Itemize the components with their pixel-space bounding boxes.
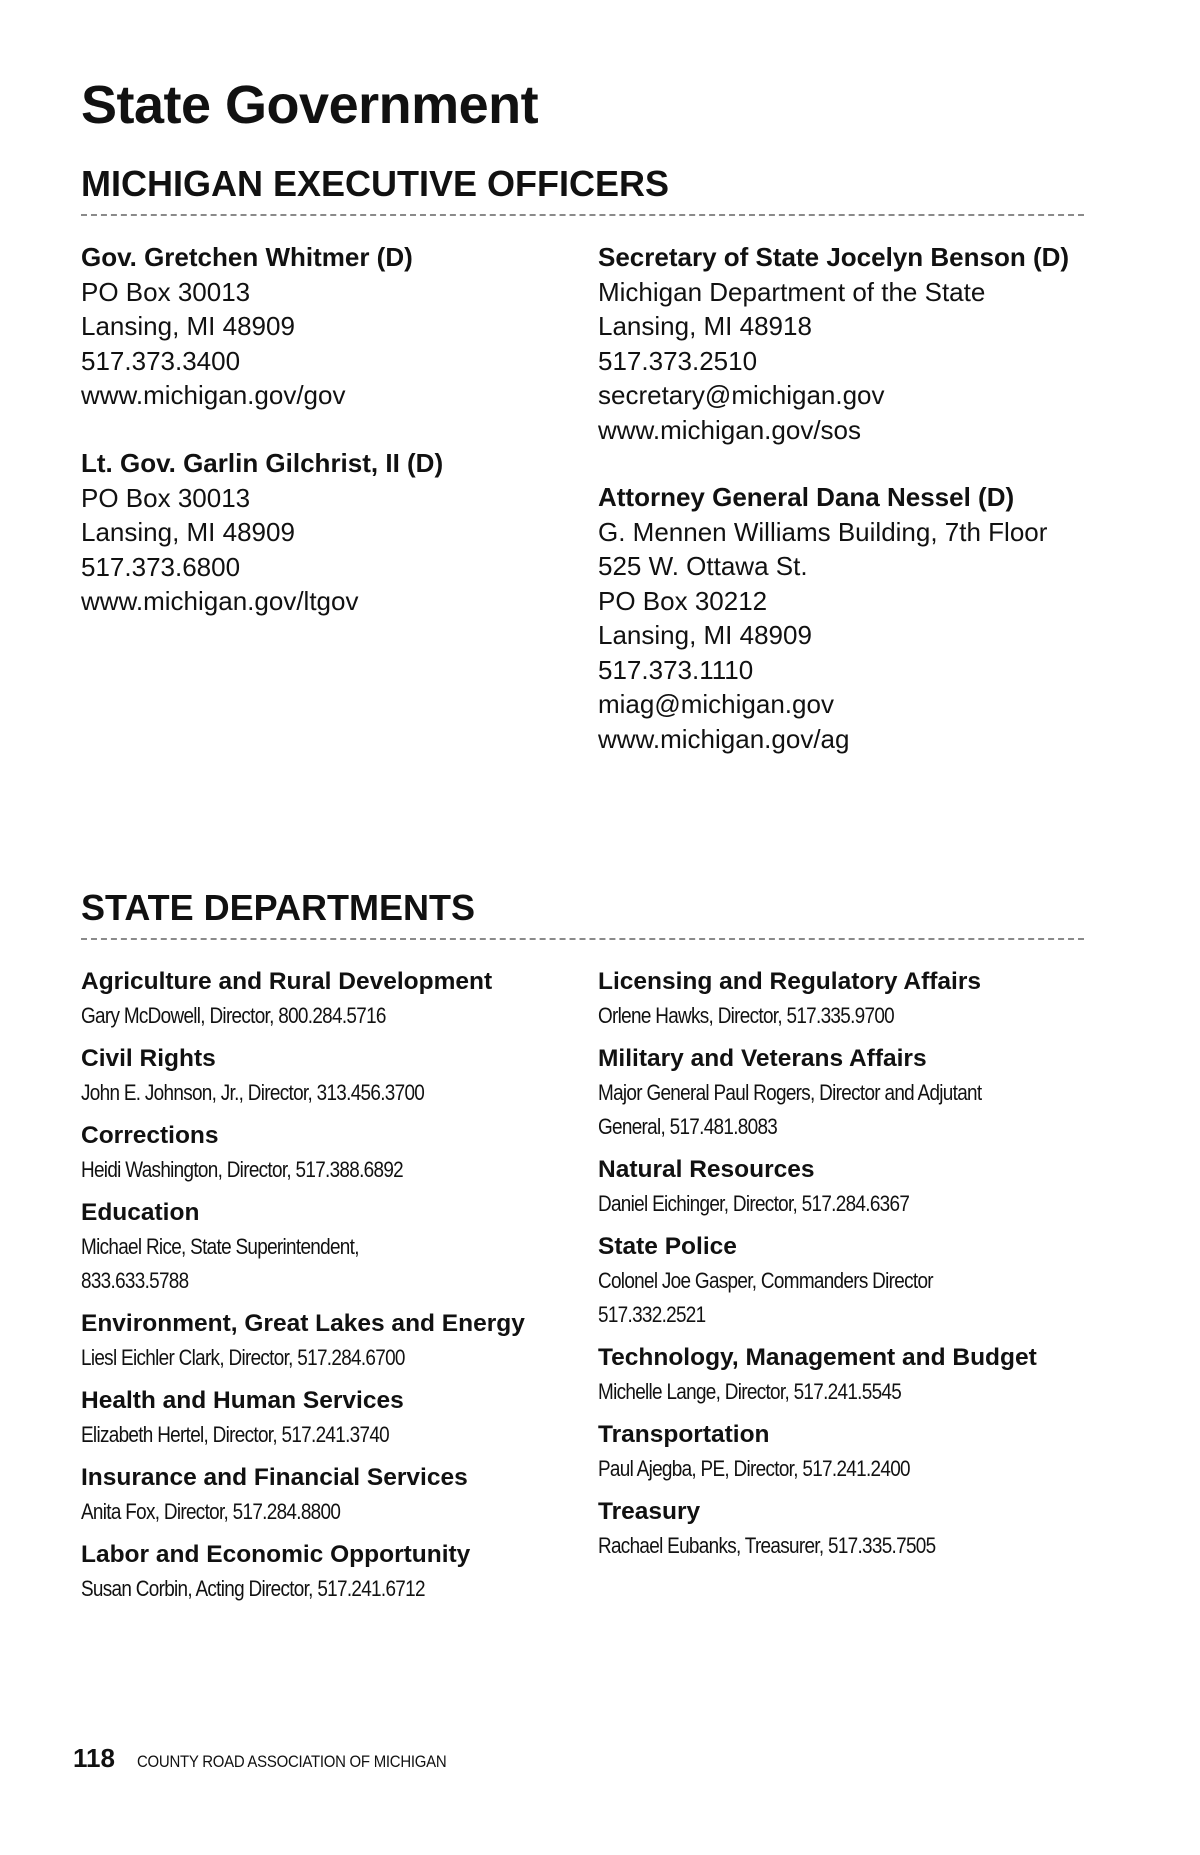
department-contact: Colonel Joe Gasper, Commanders Director 517.332.2521 — [598, 1268, 933, 1327]
page-number: 118 — [73, 1743, 115, 1773]
officer-email: miag@michigan.gov — [598, 689, 834, 719]
page-title: State Government — [81, 75, 539, 135]
officer-phone: 517.373.3400 — [81, 345, 241, 376]
department-name: Corrections — [81, 1122, 219, 1149]
department-entry — [81, 965, 581, 1033]
department-contact: Michelle Lange, Director, 517.241.5545 — [598, 1379, 902, 1404]
officer-street: 525 W. Ottawa St. — [598, 551, 808, 581]
department-entry — [81, 1307, 581, 1375]
department-name: Insurance and Financial Services — [81, 1464, 468, 1491]
department-name: Agriculture and Rural Development — [81, 968, 493, 995]
department-contact: Anita Fox, Director, 517.284.8800 — [81, 1499, 341, 1524]
department-entry — [598, 1042, 1098, 1144]
department-contact: Orlene Hawks, Director, 517.335.9700 — [598, 1003, 895, 1028]
department-name: Technology, Management and Budget — [598, 1344, 1037, 1371]
department-name: Transportation — [598, 1421, 770, 1448]
page-footer — [73, 1743, 489, 1774]
officer-name: Lt. Gov. Garlin Gilchrist, II (D) — [81, 448, 444, 478]
officer-website: www.michigan.gov/ag — [598, 723, 850, 754]
officer-city: Lansing, MI 48918 — [598, 311, 812, 341]
officer-secretary-of-state — [598, 240, 1098, 447]
department-entry — [81, 1461, 581, 1529]
department-contact: Michael Rice, State Superintendent, 833.633.5788 — [81, 1234, 359, 1293]
officer-name: Attorney General Dana Nessel (D) — [598, 482, 1015, 512]
department-entry — [598, 965, 1098, 1033]
state-departments-heading: STATE DEPARTMENTS — [81, 884, 1084, 940]
department-contact: Paul Ajegba, PE, Director, 517.241.2400 — [598, 1456, 910, 1481]
officer-po-box: PO Box 30212 — [598, 585, 768, 616]
officer-name: Secretary of State Jocelyn Benson (D) — [598, 242, 1070, 272]
officer-city: Lansing, MI 48909 — [81, 311, 295, 341]
department-name: Labor and Economic Opportunity — [81, 1541, 471, 1568]
department-entry — [598, 1153, 1098, 1221]
officer-website: www.michigan.gov/gov — [81, 380, 346, 410]
officer-website: www.michigan.gov/ltgov — [81, 586, 359, 616]
department-contact: Major General Paul Rogers, Director and Adjutant General, 517.481.8083 — [598, 1080, 982, 1139]
officer-attorney-general — [598, 480, 1098, 756]
department-entry — [598, 1230, 1098, 1332]
officer-building: G. Mennen Williams Building, 7th Floor — [598, 516, 1048, 547]
officer-governor — [81, 240, 581, 413]
departments-right-column — [598, 965, 1098, 1572]
department-contact: Elizabeth Hertel, Director, 517.241.3740 — [81, 1422, 389, 1447]
officer-website: www.michigan.gov/sos — [598, 414, 861, 445]
footer-organization: COUNTY ROAD ASSOCIATION OF MICHIGAN — [136, 1752, 447, 1771]
officer-department: Michigan Department of the State — [598, 276, 986, 307]
department-entry — [598, 1495, 1098, 1563]
department-name: Health and Human Services — [81, 1387, 404, 1414]
officer-city: Lansing, MI 48909 — [81, 517, 295, 547]
department-name: State Police — [598, 1233, 737, 1260]
departments-left-column — [81, 965, 581, 1615]
officer-address: PO Box 30013 — [81, 276, 251, 307]
officer-email: secretary@michigan.gov — [598, 380, 885, 410]
officer-city: Lansing, MI 48909 — [598, 620, 812, 650]
department-name: Natural Resources — [598, 1156, 815, 1183]
department-name: Education — [81, 1199, 200, 1226]
officer-phone: 517.373.6800 — [81, 551, 241, 582]
executive-officers-heading: MICHIGAN EXECUTIVE OFFICERS — [81, 160, 1084, 216]
department-contact: Daniel Eichinger, Director, 517.284.6367 — [598, 1191, 910, 1216]
department-entry — [598, 1418, 1098, 1486]
officer-phone: 517.373.2510 — [598, 345, 758, 376]
department-contact: Liesl Eichler Clark, Director, 517.284.6700 — [81, 1345, 405, 1370]
officer-name: Gov. Gretchen Whitmer (D) — [81, 242, 413, 272]
officer-address: PO Box 30013 — [81, 482, 251, 513]
department-contact: Gary McDowell, Director, 800.284.5716 — [81, 1003, 386, 1028]
department-name: Civil Rights — [81, 1045, 216, 1072]
department-name: Licensing and Regulatory Affairs — [598, 968, 981, 995]
department-name: Treasury — [598, 1498, 701, 1525]
department-entry — [81, 1119, 581, 1187]
department-entry — [81, 1538, 581, 1606]
department-name: Environment, Great Lakes and Energy — [81, 1310, 525, 1337]
department-entry — [81, 1042, 581, 1110]
department-contact: Rachael Eubanks, Treasurer, 517.335.7505 — [598, 1533, 936, 1558]
department-contact: Susan Corbin, Acting Director, 517.241.6712 — [81, 1576, 425, 1601]
officer-phone: 517.373.1110 — [598, 654, 754, 685]
department-entry — [81, 1196, 581, 1298]
officer-lt-governor — [81, 446, 581, 619]
department-contact: John E. Johnson, Jr., Director, 313.456.3700 — [81, 1080, 425, 1105]
department-entry — [81, 1384, 581, 1452]
department-contact: Heidi Washington, Director, 517.388.6892 — [81, 1157, 404, 1182]
department-name: Military and Veterans Affairs — [598, 1045, 927, 1072]
department-entry — [598, 1341, 1098, 1409]
